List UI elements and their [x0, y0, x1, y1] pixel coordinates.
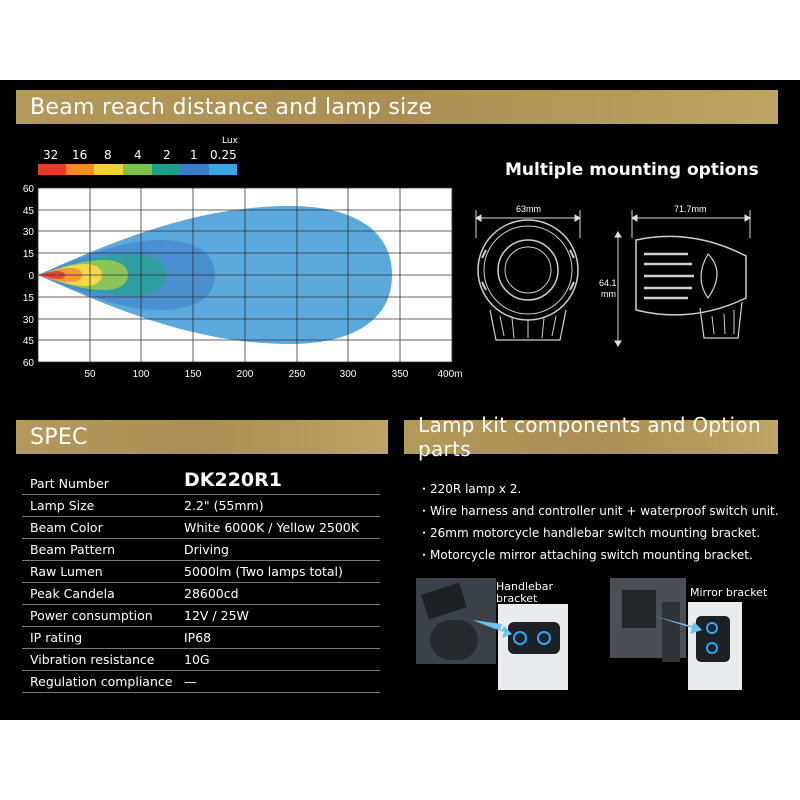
y-tick-label: 0 [28, 271, 34, 282]
spec-value: 5000lm (Two lamps total) [184, 564, 343, 579]
x-tick-label: 150 [184, 369, 202, 380]
lux-value: 4 [134, 148, 142, 162]
spec-label: Beam Color [30, 520, 103, 535]
kit-item-text: 26mm motorcycle handlebar switch mounting bracket. [430, 526, 761, 540]
x-tick-label: 400m [437, 369, 463, 380]
spec-title: SPEC [30, 424, 88, 450]
kit-list-item: ・26mm motorcycle handlebar switch mounting bracket. [418, 526, 761, 540]
y-tick-label: 45 [22, 336, 34, 347]
spec-value: 2.2" (55mm) [184, 498, 264, 513]
handlebar-bracket-photo [416, 576, 568, 690]
spec-row [22, 494, 380, 517]
spec-value: Driving [184, 542, 229, 557]
y-tick-label: 60 [22, 184, 34, 195]
spec-value: White 6000K / Yellow 2500K [184, 520, 359, 535]
lux-swatch [38, 164, 66, 175]
kit-item-text: Motorcycle mirror attaching switch mounting bracket. [430, 548, 753, 562]
spec-value: IP68 [184, 630, 212, 645]
height-unit-label: mm [601, 289, 616, 299]
spec-header-bar [16, 420, 388, 454]
kit-list-item: ・Wire harness and controller unit + waterproof switch unit. [418, 504, 779, 518]
handlebar-label-line2: bracket [496, 592, 538, 605]
x-tick-label: 50 [84, 369, 96, 380]
spec-label: Lamp Size [30, 498, 95, 513]
lux-value: 2 [163, 148, 171, 162]
kit-title: Lamp kit components and Option parts [418, 413, 761, 461]
lux-value: 16 [72, 148, 88, 162]
spec-row [22, 670, 380, 693]
lux-swatch [66, 164, 94, 175]
spec-label: Beam Pattern [30, 542, 116, 557]
handlebar-label-line1: Handlebar [496, 580, 554, 593]
kit-list-item: ・Motorcycle mirror attaching switch mounting bracket. [418, 548, 753, 562]
kit-header-bar [404, 413, 778, 461]
side-width-label: 71.7mm [674, 204, 707, 214]
lux-value: 0.25 [210, 148, 237, 162]
mirror-bracket-label: Mirror bracket [690, 586, 768, 599]
beam-header-bar [16, 90, 778, 124]
lux-swatch [94, 164, 123, 175]
spec-label: Part Number [30, 476, 109, 491]
height-value-label: 64.1 [599, 278, 617, 288]
spec-value: 10G [184, 652, 210, 667]
lux-color-scale [38, 164, 238, 176]
lux-swatch [152, 164, 180, 175]
spec-row [22, 516, 380, 539]
x-tick-label: 250 [288, 369, 306, 380]
lux-swatch [209, 164, 237, 175]
product-info-panel [0, 80, 800, 720]
spec-row [22, 626, 380, 649]
x-tick-label: 200 [236, 369, 254, 380]
spec-label: IP rating [30, 630, 83, 645]
spec-value: 12V / 25W [184, 608, 249, 623]
y-tick-label: 30 [22, 315, 34, 326]
lamp-side-view [636, 236, 746, 338]
x-tick-label: 100 [132, 369, 150, 380]
beam-pattern-chart [0, 178, 470, 383]
spec-label: Peak Candela [30, 586, 115, 601]
x-tick-label: 350 [391, 369, 409, 380]
lux-value: 32 [43, 148, 59, 162]
kit-list-item: ・220R lamp x 2. [418, 482, 522, 496]
spec-value: DK220R1 [184, 469, 283, 491]
spec-row [22, 604, 380, 627]
spec-label: Power consumption [30, 608, 153, 623]
front-width-label: 63mm [516, 204, 542, 214]
spec-label: Regulation compliance [30, 674, 173, 689]
lamp-dimension-drawing [468, 198, 778, 358]
y-tick-label: 45 [22, 206, 34, 217]
spec-row [22, 582, 380, 605]
lux-swatch [123, 164, 152, 175]
spec-label: Vibration resistance [30, 652, 155, 667]
kit-item-text: Wire harness and controller unit + waterproof switch unit. [430, 504, 779, 518]
spec-value: — [184, 674, 197, 689]
spec-row [22, 560, 380, 583]
lux-swatch [180, 164, 209, 175]
spec-row [22, 469, 380, 495]
mounting-title: Multiple mounting options [505, 160, 759, 180]
lux-value: 1 [190, 148, 198, 162]
lux-value: 8 [104, 148, 112, 162]
y-tick-label: 15 [22, 293, 34, 304]
y-tick-label: 30 [22, 227, 34, 238]
spec-label: Raw Lumen [30, 564, 103, 579]
lamp-front-view [478, 220, 578, 340]
y-tick-label: 60 [22, 358, 34, 369]
spec-row [22, 648, 380, 671]
spec-value: 28600cd [184, 586, 239, 601]
spec-row [22, 538, 380, 561]
x-tick-label: 300 [339, 369, 357, 380]
y-tick-label: 15 [22, 249, 34, 260]
kit-item-text: 220R lamp x 2. [430, 482, 522, 496]
beam-header-title: Beam reach distance and lamp size [30, 94, 433, 120]
lux-unit-label: Lux [222, 136, 238, 146]
